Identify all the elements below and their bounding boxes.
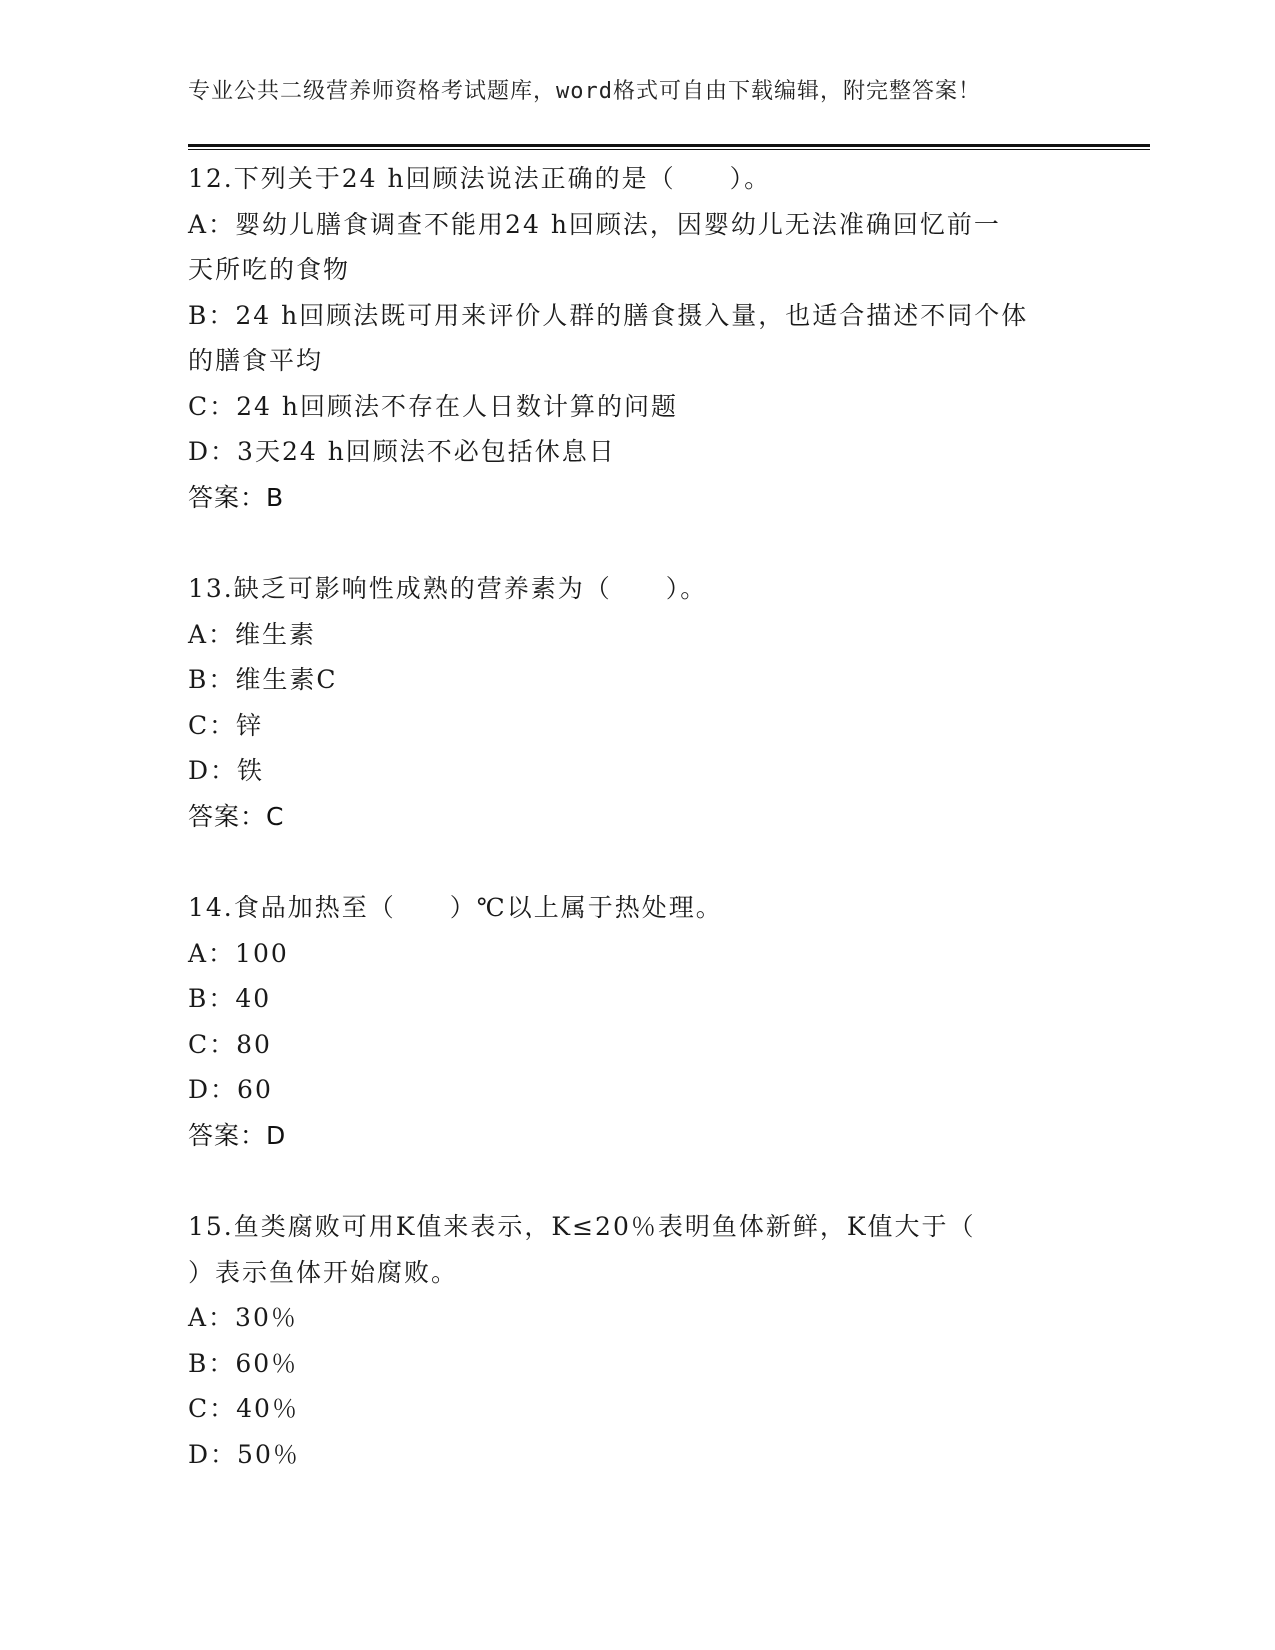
option-B: B：60％ [188,1348,299,1378]
question-stem: ）表示鱼体开始腐败。 [188,1257,459,1287]
option-C: C：40％ [188,1394,299,1423]
option-A-continued: 天所吃的食物 [188,255,351,284]
question-14 [188,885,1088,1158]
answer-key: 答案：D [188,1120,287,1150]
option-C: C：80 [188,1029,272,1059]
option-B: B：维生素C [188,665,338,694]
question-15 [188,1204,1088,1477]
page-header: 专业公共二级营养师资格考试题库，word格式可自由下载编辑，附完整答案！ [188,79,981,104]
option-A: A：维生素 [188,619,317,649]
option-A: A：100 [188,938,289,968]
option-A: A：30％ [188,1303,298,1332]
question-list [188,156,1088,1523]
question-stem: 14.食品加热至（ ）℃以上属于热处理。 [188,893,723,922]
option-B-continued: 的膳食平均 [188,346,324,375]
question-stem: 15.鱼类腐败可用K值来表示，K≤20％表明鱼体新鲜，K值大于（ [188,1212,976,1241]
option-B: B：40 [188,984,272,1013]
option-A: A：婴幼儿膳食调查不能用24 h回顾法，因婴幼儿无法准确回忆前一 [188,209,1001,239]
option-D: D：60 [188,1075,273,1104]
option-C: C：24 h回顾法不存在人日数计算的问题 [188,391,678,421]
option-D: D：50％ [188,1439,300,1469]
option-B: B：24 h回顾法既可用来评价人群的膳食摄入量，也适合描述不同个体 [188,300,1029,330]
answer-key: 答案：C [188,801,285,831]
option-D: D：3天24 h回顾法不必包括休息日 [188,437,616,466]
question-13 [188,566,1088,839]
option-C: C：锌 [188,710,264,740]
option-D: D：铁 [188,756,265,785]
answer-key: 答案：B [188,482,285,512]
question-stem: 13.缺乏可影响性成熟的营养素为（ ）。 [188,574,708,603]
question-12 [188,156,1088,520]
header-divider [188,144,1150,150]
question-stem: 12.下列关于24 h回顾法说法正确的是（ ）。 [188,164,772,193]
